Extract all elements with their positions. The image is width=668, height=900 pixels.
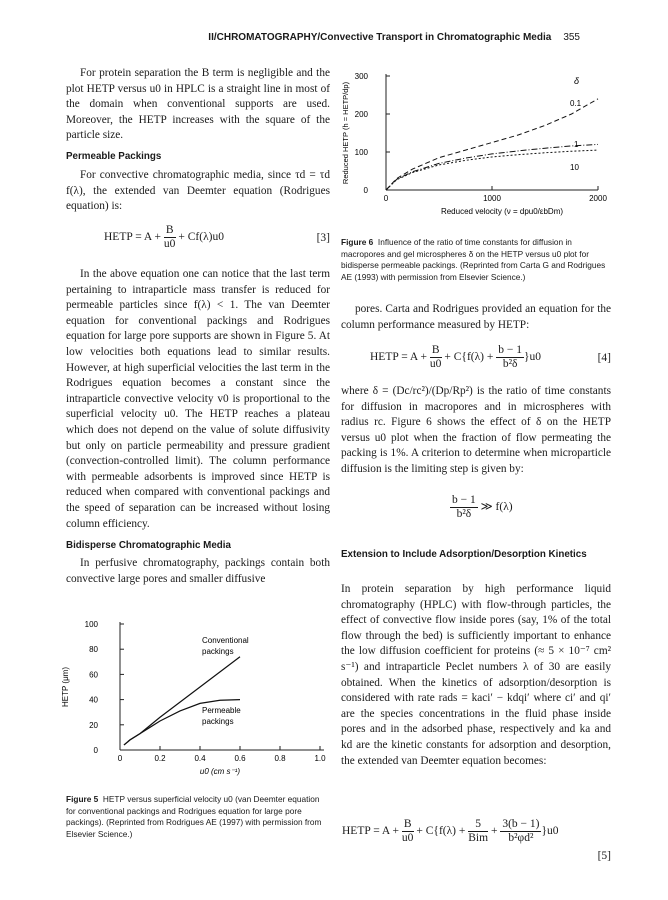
fig5-x-tick-label: 0.4 <box>194 754 206 763</box>
fig5-x-tick-label: 0.8 <box>274 754 286 763</box>
figure-5-chart <box>58 616 348 786</box>
heading-permeable-packings: Permeable Packings <box>66 151 162 162</box>
fig6-label-1: 1 <box>574 140 579 149</box>
equation-3 <box>104 224 330 251</box>
fig5-y-tick-label: 60 <box>89 670 98 680</box>
fig5-y-tick-label: 40 <box>89 695 98 705</box>
fig6-x-tick-label: 0 <box>383 194 389 203</box>
page-number: 355 <box>563 32 580 43</box>
right-para-1: pores. Carta and Rodrigues provided an equation for the column performance measured by HETP: <box>341 303 611 331</box>
fig6-x-label: Reduced velocity (ν = dpu0/εbDm) <box>440 207 564 216</box>
eq5-rhs: }u0 <box>541 825 559 838</box>
eq4-num2: b − 1 <box>498 344 522 356</box>
eq3-den: u0 <box>163 238 176 250</box>
left-para-2: For convective chromatographic media, since τd = τd f(λ), the extended van Deemter equation (Rodrigues equation) is: <box>66 169 330 213</box>
fig5-y-tick-label: 100 <box>84 620 98 629</box>
fig5-series-conventional <box>124 657 240 745</box>
fig6-label-0-1: 0.1 <box>570 99 582 108</box>
fig5-x-tick-label: 0.2 <box>154 754 166 763</box>
fig5-x-label: u0 (cm s⁻¹) <box>199 767 241 776</box>
fig5-y-label: HETP (μm) <box>61 666 70 708</box>
left-para-4: In perfusive chromatography, packings contain both convective large pores and smaller diffusive <box>66 557 330 585</box>
fig5-y-tick-label: 80 <box>89 645 98 655</box>
fig5-annotation-conventional-1: Conventional <box>202 636 249 645</box>
fig6-y-label: Reduced HETP (h = HETP/dp) <box>341 81 350 185</box>
figure-5-label: Figure 5 <box>66 794 99 804</box>
criterion-num: b − 1 <box>452 494 476 506</box>
fig6-y-tick-label: 100 <box>354 148 368 157</box>
eq4-mid: + C{f(λ) + <box>444 351 494 364</box>
figure-5-caption <box>66 794 330 840</box>
heading-extension: Extension to Include Adsorption/Desorption Kinetics <box>341 549 587 560</box>
eq4-rhs: }u0 <box>524 351 542 364</box>
eq3-rhs: + Cf(λ)u0 <box>178 231 224 244</box>
eq5-label: [5] <box>597 850 611 862</box>
figure-6-caption <box>341 237 611 283</box>
heading-bidisperse: Bidisperse Chromatographic Media <box>66 540 231 551</box>
criterion-rhs: ≫ f(λ) <box>480 501 513 514</box>
eq5-den: u0 <box>401 832 414 844</box>
eq3-label: [3] <box>316 232 330 244</box>
eq4-label: [4] <box>597 352 611 364</box>
figure-6-chart <box>338 62 610 230</box>
eq5-plus: + <box>490 825 498 838</box>
figure-6-label: Figure 6 <box>341 237 374 247</box>
fig5-x-tick-label: 1.0 <box>314 754 326 763</box>
fig5-x-tick-label: 0.6 <box>234 754 246 763</box>
right-para-2: where δ = (Dc/rc²)/(Dp/Rp²) is the ratio of time constants for diffusion in macropores and in microspheres with radius rc. Figure 6 shows the effect of δ on the HETP versus u0 plot when the fraction of flow permeating the packing is 1%. A criterion to determine when microparticle diffusion is the limiting step is given by: <box>341 385 611 475</box>
fig6-label-10: 10 <box>570 163 579 172</box>
eq5-mid: + C{f(λ) + <box>416 825 466 838</box>
running-title: II/CHROMATOGRAPHY/Convective Transport in Chromatographic Media <box>208 32 552 43</box>
fig5-y-tick-label: 20 <box>89 720 98 730</box>
figure-6-caption-text: Influence of the ratio of time constants for diffusion in macropores and gel microspheres δ on the HETP versus u0 plot for bidisperse permeable packings. (Reprinted from Carta G and Rodrigues AE (1993) with permission from Elsevier Science.) <box>341 237 606 282</box>
fig6-y-tick-label: 0 <box>363 186 368 195</box>
eq5-num: B <box>403 818 412 830</box>
eq5-num2: 5 <box>468 818 488 832</box>
fig6-x-tick-label: 1000 <box>483 194 501 203</box>
criterion-den: b²δ <box>456 508 472 520</box>
eq3-num: B <box>165 224 174 236</box>
eq5-den3: b²φd² <box>508 832 534 844</box>
right-para-3: In protein separation by high performance liquid chromatography (HPLC) with flow-through particles, the effect of convective flow inside pores (say, 1% of the total flow through the bed) is sufficiently important to enhance the low diffusion coefficient for proteins (≈ 5 × 10⁻⁷ cm² s⁻¹) and intraparticle Peclet numbers λ of 30 are easily obtained. When the kinetics of adsorption/desorption is considered with rate rads = kaci′ − kdqi′ where ci′ and qi′ are the species concentrations in the fluid phase inside pores and in the adsorbed phase, respectively and ka and kd are the kinetic constants for adsorption and desorption, the extended van Deemter equation becomes: <box>341 583 611 767</box>
fig5-annotation-conventional-2: packings <box>202 647 234 656</box>
eq5-lhs: HETP = A + <box>342 825 399 838</box>
fig5-x-tick-label: 0 <box>117 754 123 763</box>
criterion-equation <box>450 494 513 521</box>
fig6-series-delta-0-1 <box>386 99 598 190</box>
eq4-den: u0 <box>429 358 442 370</box>
fig6-delta-symbol: δ <box>574 76 580 86</box>
fig6-y-tick-label: 300 <box>354 72 368 81</box>
equation-4 <box>370 344 611 371</box>
eq5-num3: 3(b − 1) <box>502 818 540 830</box>
eq4-lhs: HETP = A + <box>370 351 427 364</box>
fig6-x-tick-label: 2000 <box>589 194 607 203</box>
fig5-annotation-permeable-2: packings <box>202 717 234 726</box>
left-para-3: In the above equation one can notice that the last term pertaining to intraparticle mass transfer is reduced for permeable particles since f(λ) < 1. The van Deemter equation for conventional packings and Rodrigues equation for large pore supports are shown in Figure 5. At low velocities both equations lead to similar results. However, at high superficial velocities the last term in the Rodrigues equation becomes a constant since the intraparticle convective velocity v0 is proportional to the superficial velocity u0. The HETP reaches a plateau which does not depend on the value of solute diffusivity but only on particle permeability and pressure gradient (convection-controlled limit). The column performance with permeable adsorbents is improved since HETP is reduced when compared with conventional packings and the speed of separation can be increased without losing column efficiency. <box>66 268 330 530</box>
eq5-den2: Bim <box>468 832 489 844</box>
eq3-lhs: HETP = A + <box>104 231 161 244</box>
fig5-y-tick-label: 0 <box>93 746 98 755</box>
running-header <box>150 32 580 43</box>
equation-5 <box>342 818 611 862</box>
eq4-num: B <box>431 344 440 356</box>
fig5-annotation-permeable-1: Permeable <box>202 706 241 715</box>
eq4-den2: b²δ <box>502 358 518 370</box>
fig6-y-tick-label: 200 <box>354 110 368 119</box>
left-para-1: For protein separation the B term is negligible and the plot HETP versus u0 in HPLC is a straight line in most of the domain when conventional supports are used. Moreover, the HETP increases with the square of the particle size. <box>66 67 330 142</box>
fig6-series-delta-1 <box>386 144 598 190</box>
figure-5-caption-text: HETP versus superficial velocity u0 (van Deemter equation for conventional packings and Rodrigues equation for large pore packings). (Reprinted from Rodrigues AE (1997) with permission from Elsevier Science.) <box>66 794 322 839</box>
